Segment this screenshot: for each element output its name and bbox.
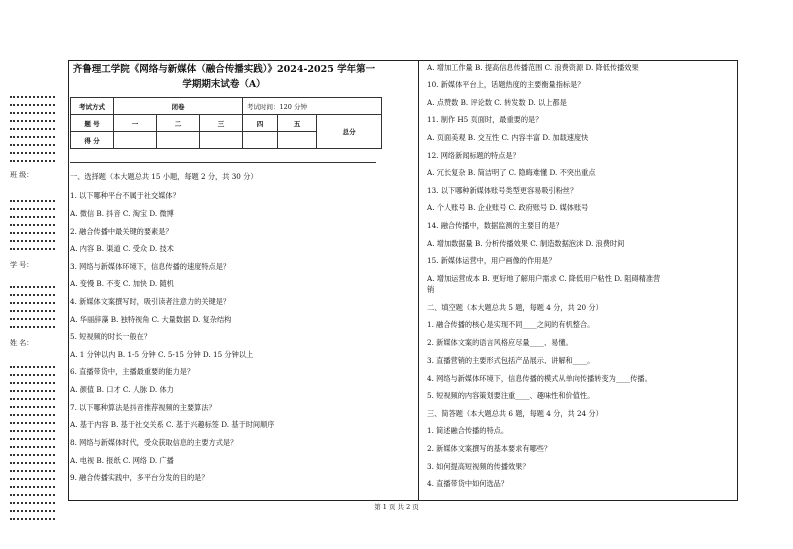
section-heading-short: 三、简答题（本大题总共 6 题，每题 4 分，共 24 分）: [427, 409, 603, 418]
question-item: 1. 以下哪种平台不属于社交媒体？: [70, 191, 180, 200]
question-options: A. 冗长复杂 B. 简洁明了 C. 隐晦难懂 D. 不突出重点: [427, 168, 596, 177]
question-options: A. 颜值 B. 口才 C. 人脉 D. 体力: [70, 385, 174, 394]
exam-mode-label: 考试方式: [71, 98, 114, 115]
section-5: 五: [278, 115, 317, 132]
section-3: 三: [200, 115, 243, 132]
student-id-label: 学 号：: [10, 261, 34, 269]
question-item: 3. 如何提高短视频的传播效果？: [427, 462, 530, 471]
question-item: 15. 新媒体运营中，用户画像的作用是？: [427, 256, 556, 265]
exam-time: 考试时间：120 分钟: [243, 98, 382, 115]
question-item: 3. 直播营销的主要形式包括产品展示、讲解和____。: [427, 356, 595, 365]
question-options: A. 变慢 B. 不变 C. 加快 D. 随机: [70, 279, 174, 288]
question-item: 13. 以下哪种新媒体账号类型更容易吸引粉丝？: [427, 186, 578, 195]
page-number: 第 1 页 共 2 页: [374, 503, 419, 511]
question-options: A. 微信 B. 抖音 C. 淘宝 D. 微博: [70, 209, 174, 218]
exam-title: [70, 62, 378, 92]
question-item: 5. 短视频的内容策划要注重____、趣味性和价值性。: [427, 391, 595, 400]
question-no-label: 题 号: [71, 115, 114, 132]
question-item: 2. 融合传播中最关键的要素是？: [70, 227, 173, 236]
question-options: A. 内容 B. 渠道 C. 受众 D. 技术: [70, 244, 174, 253]
exam-mode-value: 闭卷: [114, 98, 243, 115]
score-table: [70, 97, 382, 149]
question-options: A. 增加数据量 B. 分析传播效果 C. 制造数据泡沫 D. 浪费时间: [427, 239, 625, 248]
section-1: 一: [114, 115, 157, 132]
exam-title-line-2: 学期期末试卷（A）: [182, 79, 266, 90]
name-label: 姓 名：: [10, 339, 34, 347]
section-2: 二: [157, 115, 200, 132]
question-options: A. 华丽辞藻 B. 独特视角 C. 大量数据 D. 复杂结构: [70, 315, 232, 324]
question-options: A. 个人账号 B. 企业账号 C. 政府账号 D. 媒体账号: [427, 203, 589, 212]
question-item: 11. 制作 H5 页面时，最重要的是？: [427, 115, 543, 124]
question-item: 3. 网络与新媒体环境下，信息传播的速度特点是？: [70, 262, 231, 271]
question-options-wrap: 销: [427, 285, 435, 294]
section-heading-fill: 二、填空题（本大题总共 5 题，每题 4 分，共 20 分）: [427, 303, 603, 312]
question-item: 4. 直播带货中如何选品？: [427, 479, 509, 488]
section-4: 四: [243, 115, 278, 132]
question-options: A. 增加工作量 B. 提高信息传播范围 C. 浪费资源 D. 降低传播效果: [427, 63, 639, 72]
class-label: 班 级：: [10, 171, 34, 179]
question-options: A. 1 分钟以内 B. 1-5 分钟 C. 5-15 分钟 D. 15 分钟以上: [70, 350, 254, 359]
score-cell-5[interactable]: [278, 132, 317, 149]
question-item: 12. 网络新闻标题的特点是？: [427, 151, 520, 160]
question-options: A. 基于内容 B. 基于社交关系 C. 基于兴趣标签 D. 基于时间顺序: [70, 420, 275, 429]
question-options: A. 点赞数 B. 评论数 C. 转发数 D. 以上都是: [427, 98, 567, 107]
question-options: A. 电视 B. 报纸 C. 网络 D. 广播: [70, 456, 174, 465]
question-item: 1. 简述融合传播的特点。: [427, 426, 509, 435]
question-item: 9. 融合传播实践中，多平台分发的目的是？: [70, 473, 209, 482]
score-cell-1[interactable]: [114, 132, 157, 149]
score-cell-4[interactable]: [243, 132, 278, 149]
question-item: 4. 新媒体文案撰写时，吸引读者注意力的关键是？: [70, 297, 231, 306]
question-item: 2. 新媒体文案的语言风格应尽量____、易懂。: [427, 338, 573, 347]
question-item: 6. 直播带货中，主播最重要的能力是？: [70, 367, 195, 376]
question-item: 4. 网络与新媒体环境下，信息传播的模式从单向传播转变为____传播。: [427, 374, 652, 383]
score-cell-2[interactable]: [157, 132, 200, 149]
section-heading-choice: 一、选择题（本大题总共 15 小题，每题 2 分，共 30 分）: [70, 172, 258, 181]
question-item: 5. 短视频的时长一般在？: [70, 332, 152, 341]
question-item: 14. 融合传播中，数据监测的主要目的是？: [427, 221, 563, 230]
exam-title-line-1: 齐鲁理工学院《网络与新媒体（融合传播实践）》2024-2025 学年第一: [72, 64, 376, 75]
column-divider: [418, 60, 419, 500]
header-separator: [70, 162, 376, 163]
question-item: 7. 以下哪种算法是抖音推荐视频的主要算法？: [70, 403, 216, 412]
score-cell-3[interactable]: [200, 132, 243, 149]
question-options: A. 增加运营成本 B. 更好地了解用户需求 C. 降低用户粘性 D. 阻碍精准营: [427, 274, 661, 283]
score-label: 得 分: [71, 132, 114, 149]
total-label: 总分: [317, 115, 382, 149]
question-item: 8. 网络与新媒体时代，受众获取信息的主要方式是？: [70, 438, 238, 447]
question-options: A. 页面美观 B. 交互性 C. 内容丰富 D. 加载速度快: [427, 133, 589, 142]
question-item: 2. 新媒体文案撰写的基本要求有哪些？: [427, 444, 552, 453]
question-item: 10. 新媒体平台上，话题热度的主要衡量指标是？: [427, 80, 585, 89]
question-item: 1. 融合传播的核心是实现不同____之间的有机整合。: [427, 320, 595, 329]
